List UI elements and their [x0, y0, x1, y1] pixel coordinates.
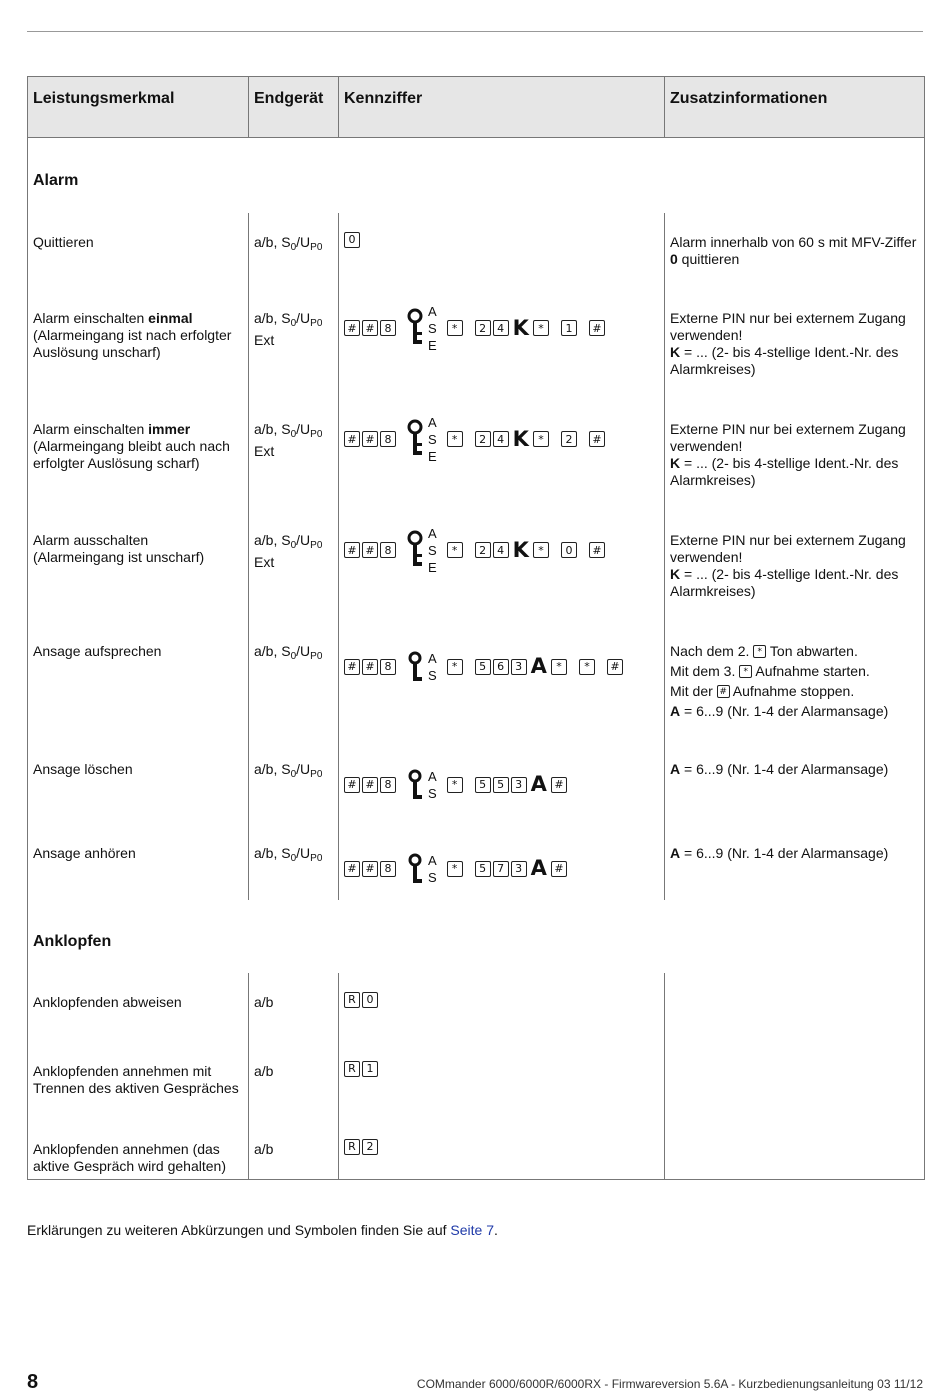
code — [339, 400, 665, 511]
key-1: 1 — [362, 1061, 378, 1077]
table-row — [28, 824, 925, 900]
code — [339, 740, 665, 824]
key-hash: # — [589, 542, 605, 558]
section-title: Alarm — [28, 138, 925, 213]
section-alarm — [28, 138, 925, 213]
key-hash: # — [589, 431, 605, 447]
code — [339, 1120, 665, 1180]
key-5: 5 — [475, 659, 491, 675]
key-hash: # — [362, 542, 378, 558]
placeholder-k: K — [512, 426, 529, 451]
header-zusatzinformationen: Zusatzinformationen — [665, 77, 925, 138]
info: Externe PIN nur bei externem Zugang verwenden! K = ... (2- bis 4-stellige Ident.-Nr. des Alarmkreises) — [665, 289, 925, 400]
as-label: A S — [428, 768, 437, 801]
key-star: * — [447, 431, 463, 447]
key-2: 2 — [475, 431, 491, 447]
key-hash: # — [362, 431, 378, 447]
feature-name: Quittieren — [28, 213, 249, 289]
feature-name: Ansage aufsprechen — [28, 622, 249, 740]
placeholder-a: A — [530, 654, 547, 678]
feature-name: Anklopfenden annehmen (das aktive Gespräch wird gehalten) — [28, 1120, 249, 1180]
header-leistungsmerkmal: Leistungsmerkmal — [28, 77, 249, 138]
key-star: * — [447, 777, 463, 793]
key-icon — [406, 530, 424, 570]
star-key-icon: * — [739, 665, 752, 678]
key-4: 4 — [493, 542, 509, 558]
as-label: A S — [428, 852, 437, 885]
placeholder-a: A — [530, 856, 547, 880]
page-footer: COMmander 6000/6000R/6000RX - Firmwareversion 5.6A - Kurzbedienungsanleitung 03 11/12 — [416, 1377, 923, 1391]
header-endgeraet: Endgerät — [249, 77, 339, 138]
key-star: * — [447, 659, 463, 675]
page-number: 8 — [27, 1371, 39, 1393]
key-7: 7 — [493, 861, 509, 877]
key-1: 1 — [561, 320, 577, 336]
table-row — [28, 289, 925, 400]
key-r: R — [344, 992, 360, 1008]
table-header — [28, 77, 925, 138]
header-kennziffer: Kennziffer — [339, 77, 665, 138]
code — [339, 973, 665, 1042]
page-link[interactable]: Seite 7 — [450, 1222, 494, 1238]
table-row — [28, 1120, 925, 1180]
table-row — [28, 1042, 925, 1120]
info — [665, 973, 925, 1042]
key-hash: # — [551, 861, 567, 877]
footnote: Erklärungen zu weiteren Abkürzungen und Symbolen finden Sie auf Seite 7. — [27, 1222, 498, 1238]
device: a/b, $S_0/U_{P0}$ — [249, 740, 339, 824]
key-hash: # — [344, 431, 360, 447]
key-8: 8 — [380, 320, 396, 336]
table-row — [28, 511, 925, 622]
key-hash: # — [344, 777, 360, 793]
device: a/b — [249, 1042, 339, 1120]
top-rule — [27, 31, 923, 32]
device: a/b, $S_0/U_{P0}$ — [249, 824, 339, 900]
table-row — [28, 973, 925, 1042]
key-star: * — [447, 320, 463, 336]
table-row — [28, 740, 925, 824]
key-hash: # — [344, 659, 360, 675]
key-icon — [406, 308, 424, 348]
feature-name: Alarm einschalten einmal (Alarmeingang ist nach erfolgter Auslösung unscharf) — [28, 289, 249, 400]
star-key-icon: * — [753, 645, 766, 658]
key-star: * — [579, 659, 595, 675]
device: a/b, $S_0/U_{P0}$ — [249, 213, 339, 289]
key-star: * — [447, 542, 463, 558]
key-5: 5 — [493, 777, 509, 793]
placeholder-k: K — [512, 537, 529, 562]
key-8: 8 — [380, 659, 396, 675]
feature-name: Ansage anhören — [28, 824, 249, 900]
code — [339, 824, 665, 900]
key-4: 4 — [493, 320, 509, 336]
device: a/b, $S_0/U_{P0}$ Ext — [249, 400, 339, 511]
device: a/b, $S_0/U_{P0}$ Ext — [249, 289, 339, 400]
code — [339, 289, 665, 400]
key-hash: # — [344, 320, 360, 336]
key-hash: # — [551, 777, 567, 793]
key-2: 2 — [561, 431, 577, 447]
key-2: 2 — [475, 320, 491, 336]
key-2: 2 — [475, 542, 491, 558]
ase-label: A S E — [428, 303, 437, 353]
key-star: * — [551, 659, 567, 675]
placeholder-k: K — [512, 315, 529, 340]
key-5: 5 — [475, 777, 491, 793]
key-icon — [406, 651, 424, 683]
key-hash: # — [589, 320, 605, 336]
hash-key-icon: # — [717, 685, 730, 698]
table-row — [28, 213, 925, 289]
feature-name: Anklopfenden annehmen mit Trennen des aktiven Gespräches — [28, 1042, 249, 1120]
key-3: 3 — [511, 777, 527, 793]
info — [665, 1120, 925, 1180]
key-hash: # — [344, 861, 360, 877]
key-6: 6 — [493, 659, 509, 675]
info: A = 6...9 (Nr. 1-4 der Alarmansage) — [665, 824, 925, 900]
key-hash: # — [362, 777, 378, 793]
info: Externe PIN nur bei externem Zugang verwenden! K = ... (2- bis 4-stellige Ident.-Nr. des Alarmkreises) — [665, 400, 925, 511]
as-label: A S — [428, 650, 437, 683]
feature-table — [27, 76, 925, 1180]
info: A = 6...9 (Nr. 1-4 der Alarmansage) — [665, 740, 925, 824]
info: Nach dem 2. * Ton abwarten. Mit dem 3. * Aufnahme starten. Mit der # Aufnahme stoppen. A = 6...9 (Nr. 1-4 der Alarmansage) — [665, 622, 925, 740]
feature-name: Anklopfenden abweisen — [28, 973, 249, 1042]
ase-label: A S E — [428, 525, 437, 575]
key-icon — [406, 419, 424, 459]
key-2: 2 — [362, 1139, 378, 1155]
device: a/b, $S_0/U_{P0}$ Ext — [249, 511, 339, 622]
placeholder-a: A — [530, 772, 547, 796]
key-0: 0 — [561, 542, 577, 558]
key-5: 5 — [475, 861, 491, 877]
key-icon — [406, 769, 424, 801]
table-row — [28, 400, 925, 511]
table-row — [28, 622, 925, 740]
device: a/b — [249, 1120, 339, 1180]
key-0: 0 — [344, 232, 360, 248]
info: Alarm innerhalb von 60 s mit MFV-Ziffer 0 quittieren — [665, 213, 925, 289]
key-hash: # — [362, 320, 378, 336]
ase-label: A S E — [428, 414, 437, 464]
key-hash: # — [362, 659, 378, 675]
key-star: * — [533, 320, 549, 336]
key-icon — [406, 853, 424, 885]
key-r: R — [344, 1061, 360, 1077]
info — [665, 1042, 925, 1120]
feature-name: Ansage löschen — [28, 740, 249, 824]
key-0: 0 — [362, 992, 378, 1008]
key-3: 3 — [511, 861, 527, 877]
key-3: 3 — [511, 659, 527, 675]
key-8: 8 — [380, 542, 396, 558]
section-anklopfen — [28, 900, 925, 973]
key-8: 8 — [380, 431, 396, 447]
feature-name: Alarm einschalten immer (Alarmeingang bleibt auch nach erfolgter Auslösung scharf) — [28, 400, 249, 511]
key-star: * — [447, 861, 463, 877]
code — [339, 511, 665, 622]
device: a/b — [249, 973, 339, 1042]
key-star: * — [533, 542, 549, 558]
info: Externe PIN nur bei externem Zugang verwenden! K = ... (2- bis 4-stellige Ident.-Nr. des Alarmkreises) — [665, 511, 925, 622]
key-8: 8 — [380, 861, 396, 877]
code — [339, 622, 665, 740]
code — [339, 1042, 665, 1120]
key-4: 4 — [493, 431, 509, 447]
code — [339, 213, 665, 289]
key-8: 8 — [380, 777, 396, 793]
key-hash: # — [362, 861, 378, 877]
key-r: R — [344, 1139, 360, 1155]
key-star: * — [533, 431, 549, 447]
key-hash: # — [344, 542, 360, 558]
section-title: Anklopfen — [28, 900, 925, 973]
feature-name: Alarm ausschalten (Alarmeingang ist unscharf) — [28, 511, 249, 622]
device: a/b, $S_0/U_{P0}$ — [249, 622, 339, 740]
key-hash: # — [607, 659, 623, 675]
